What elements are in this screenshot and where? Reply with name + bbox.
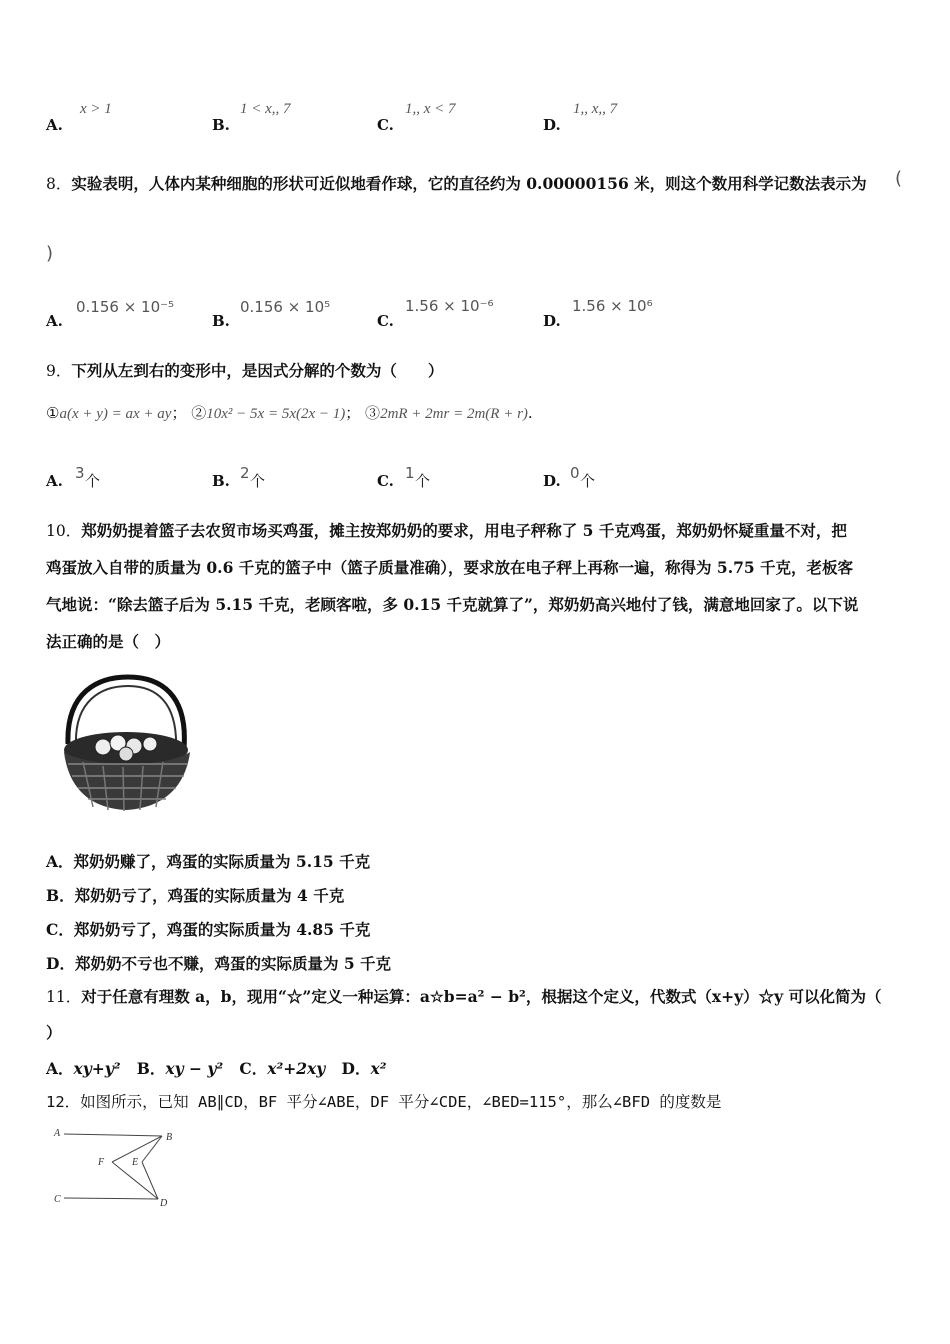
q9-option-a-unit: 个 [85,472,101,490]
q8-option-d-label: D. [543,312,561,330]
q9-option-c-label: C. [377,472,394,490]
q12-number: 12． [46,1093,81,1111]
q7-option-d-math: 1,, x,, 7 [573,101,618,117]
q9-item-1-mark: ① [46,404,60,422]
q7-option-b-label: B. [212,116,230,134]
q11-text-close: ） [46,1023,62,1042]
q11-option-c-math: x²+2xy [267,1059,326,1078]
label-b: B [166,1132,173,1143]
q11-text: 对于任意有理数 a，b，现用“☆”定义一种运算：a☆b=a² − b²，根据这个定义，代数式（x+y）☆y 可以化简为（ [81,987,882,1006]
q11-option-d-label: D． [341,1059,371,1078]
q10-line-3: 气地说：“除去篮子后为 5.15 千克，老顾客啦，多 0.15 千克就算了”，郑奶奶高兴地付了钱，满意地回家了。以下说 [46,595,859,614]
q8-option-b-label: B. [212,312,230,330]
q8-option-a-label: A. [46,312,63,330]
label-f: F [98,1157,105,1168]
q9-item-2-math: 10x² − 5x = 5x(2x − 1) [206,406,346,422]
q9-option-c-unit: 个 [415,472,431,490]
q10-option-c-text: 郑奶奶亏了，鸡蛋的实际质量为 4.85 千克 [73,920,371,939]
q10-option-a-label: A． [46,852,74,871]
label-c: C [54,1194,61,1205]
q7-option-d-label: D. [543,116,561,134]
q10-line-4: 法正确的是（ ） [46,632,171,651]
q9-option-a-num: 3 [75,464,85,482]
q7-option-c-label: C. [377,116,394,134]
q11-option-c-label: C． [239,1059,268,1078]
q10-option-b-label: B． [46,886,75,905]
q8-paren-open: ( [895,168,903,189]
q10-number: 10． [46,522,82,540]
q9-item-3-mark: ③ [365,404,381,422]
q8-option-c-label: C. [377,312,394,330]
q11-options [46,1057,387,1079]
q10-line-2: 鸡蛋放入自带的质量为 0.6 千克的篮子中（篮子质量准确），要求放在电子秤上再称一遍，称得为 5.75 千克，老板客 [46,558,854,577]
q9-option-b-unit: 个 [250,472,266,490]
q9-number: 9． [46,362,72,380]
q9-item-2-sep: ； [345,404,361,422]
q9-option-d-label: D. [543,472,561,490]
q11-option-d-math: x² [370,1059,387,1078]
q8-text: 实验表明，人体内某种细胞的形状可近似地看作球，它的直径约为 0.00000156 米，则这个数用科学记数法表示为 [71,174,867,193]
q11-option-b-math: xy − y² [165,1059,224,1078]
q9-text: 下列从左到右的变形中，是因式分解的个数为（ ） [71,361,444,380]
q8-option-c-math: 1.56 × 10⁻⁶ [405,297,494,315]
q7-option-b-math: 1 < x,, 7 [240,101,291,117]
q8-paren-close: ) [46,243,54,264]
q10-option-c-label: C． [46,920,74,939]
q7-option-a-math: x > 1 [80,101,112,117]
q9-items [46,402,533,423]
q10-option-d-text: 郑奶奶不亏也不赚，鸡蛋的实际质量为 5 千克 [74,954,392,973]
q7-option-a-label: A. [46,116,63,134]
q11-number: 11． [46,988,82,1006]
q12-text: 如图所示，已知 AB∥CD，BF 平分∠ABE，DF 平分∠CDE，∠BED=115°，那么∠BFD 的度数是 [80,1093,722,1111]
q9-option-d-unit: 个 [580,472,596,490]
q9-item-2-mark: ② [191,404,207,422]
q9-item-1-math: a(x + y) = ax + ay [59,406,172,422]
q9-item-3-sep: . [527,404,533,422]
q9-option-d-num: 0 [570,464,580,482]
q8-option-a-math: 0.156 × 10⁻⁵ [76,298,175,316]
q9-option-c-num: 1 [405,464,415,482]
q11-option-a-math: xy+y² [73,1059,121,1078]
q11-option-a-label: A． [46,1059,74,1078]
label-d: D [160,1198,168,1209]
q9-item-1-sep: ； [171,404,187,422]
label-e: E [132,1157,139,1168]
q8-option-d-math: 1.56 × 10⁶ [572,297,653,315]
q10-option-b-text: 郑奶奶亏了，鸡蛋的实际质量为 4 千克 [74,886,345,905]
q10-option-a-text: 郑奶奶赚了，鸡蛋的实际质量为 5.15 千克 [73,852,371,871]
q9-option-b-label: B. [212,472,230,490]
q11-option-b-label: B． [136,1059,166,1078]
q9-option-a-label: A. [46,472,63,490]
geometry-figure [50,1122,210,1222]
q10-line-1: 郑奶奶提着篮子去农贸市场买鸡蛋，摊主按郑奶奶的要求，用电子秤称了 5 千克鸡蛋，郑奶奶怀疑重量不对，把 [81,521,847,540]
q9-option-b-num: 2 [240,464,250,482]
q7-option-c-math: 1,, x < 7 [405,101,456,117]
q9-item-3-math: 2mR + 2mr = 2m(R + r) [380,406,528,422]
label-a: A [54,1128,61,1139]
q8-number: 8． [46,175,72,193]
basket-image [58,672,198,814]
q8-option-b-math: 0.156 × 10⁵ [240,298,331,316]
q10-option-d-label: D． [46,954,75,973]
